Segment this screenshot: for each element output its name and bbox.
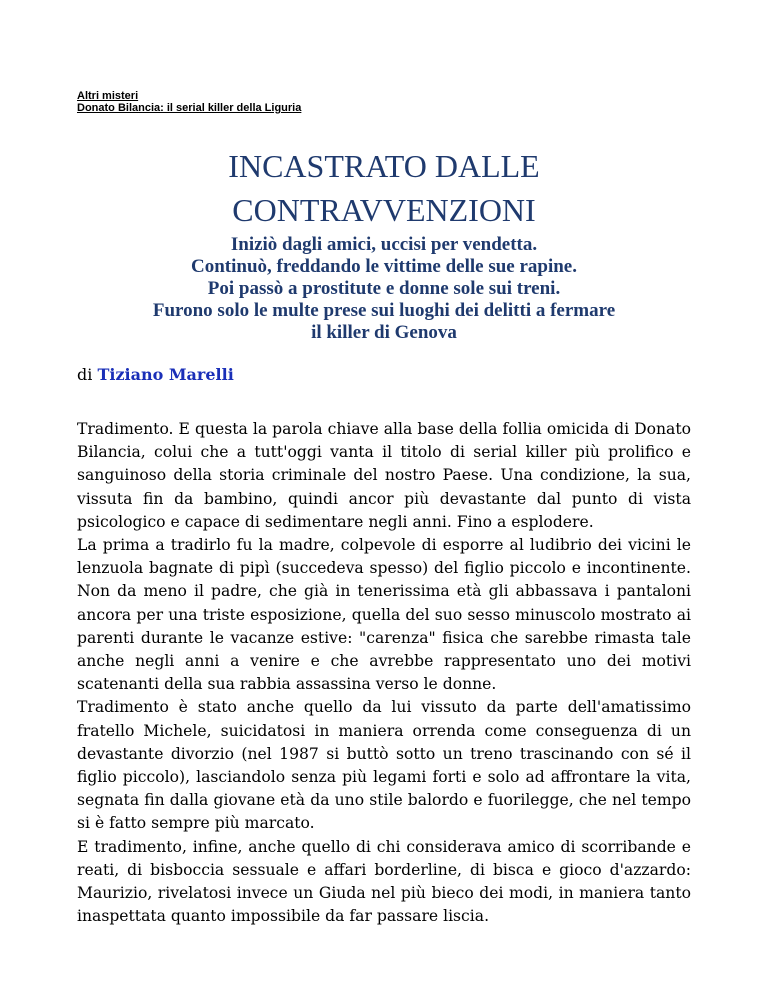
body-paragraph: Tradimento. E questa la parola chiave alla base della follia omicida di Donato Bilancia, colui che a tutt'oggi vanta il titolo di serial killer più prolifico e sanguinoso della storia criminale del nostro Paese. Una condizione, la sua, vissuta fin da bambino, quindi ancor più devastante dal punto di vista psicologico e capace di sedimentare negli anni. Fino a esplodere.: [77, 420, 691, 531]
breadcrumb-link-article[interactable]: Donato Bilancia: il serial killer della Liguria: [77, 102, 302, 114]
article-body: [77, 418, 691, 928]
author-link[interactable]: Tiziano Marelli: [97, 365, 234, 384]
title-line-2: CONTRAVVENZIONI: [232, 192, 536, 228]
subtitle-line: Iniziò dagli amici, uccisi per vendetta.: [230, 234, 538, 255]
byline-prefix: di: [77, 365, 98, 384]
byline: [77, 364, 234, 386]
title-line-1: INCASTRATO DALLE: [228, 148, 540, 184]
body-paragraph: E tradimento, infine, anche quello di chi considerava amico di scorribande e reati, di bisboccia sessuale e affari borderline, di bisca e gioco d'azzardo: Maurizio, rivelatosi invece un Giuda nel più bieco dei modi, in maniera tanto inaspettata quanto impossibile da far passare liscia.: [77, 837, 691, 926]
article-subtitle: [0, 234, 768, 344]
subtitle-line: Furono solo le multe prese sui luoghi dei delitti a fermare: [152, 300, 616, 321]
article-title: [0, 144, 768, 232]
body-paragraph: La prima a tradirlo fu la madre, colpevole di esporre al ludibrio dei vicini le lenzuola bagnate di pipì (succedeva spesso) del figlio piccolo e incontinente. Non da meno il padre, che già in tenerissima età gli abbassava i pantaloni ancora per una triste esposizione, quella del suo sesso minuscolo mostrato ai parenti durante le vacanze estive: "carenza" fisica che sarebbe rimasta tale anche negli anni a venire e che avrebbe rappresentato uno dei motivi scatenanti della sua rabbia assassina verso le donne.: [77, 536, 691, 694]
subtitle-line: Continuò, freddando le vittime delle sue rapine.: [191, 256, 577, 277]
breadcrumb-link-category[interactable]: Altri misteri: [77, 90, 139, 102]
body-paragraph: Tradimento è stato anche quello da lui vissuto da parte dell'amatissimo fratello Michele, suicidatosi in maniera orrenda come conseguenza di un devastante divorzio (nel 1987 si buttò sotto un treno trascinando con sé il figlio piccolo), lasciandolo senza più legami forti e solo ad affrontare la vita, segnata fin dalla giovane età da uno stile balordo e fuorilegge, che nel tempo si è fatto sempre più marcato.: [77, 698, 691, 833]
subtitle-line: il killer di Genova: [311, 322, 457, 343]
subtitle-line: Poi passò a prostitute e donne sole sui treni.: [207, 278, 561, 299]
breadcrumb: [77, 90, 301, 114]
